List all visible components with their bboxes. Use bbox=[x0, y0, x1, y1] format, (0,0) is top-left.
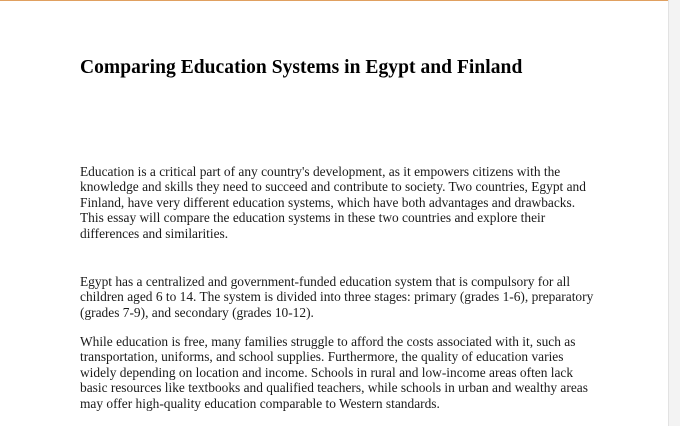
document-title: Comparing Education Systems in Egypt and Finland bbox=[80, 57, 523, 78]
text-line: While education is free, many families struggle to afford the costs associated with it, such as bbox=[80, 334, 576, 349]
paragraph-introduction bbox=[80, 164, 600, 241]
text-line: basic resources like textbooks and qualified teachers, while schools in urban and wealthy areas bbox=[80, 380, 588, 396]
paragraph-egypt-system bbox=[80, 274, 600, 320]
paragraph-egypt-costs bbox=[80, 334, 600, 411]
text-line: widely depending on location and income. Schools in rural and low-income areas often lack bbox=[80, 364, 574, 380]
text-line: Egypt has a centralized and government-funded education system that is compulsory for all bbox=[80, 274, 571, 289]
text-line: This essay will compare the education systems in these two countries and explore their bbox=[80, 210, 546, 226]
text-line: knowledge and skills they need to succeed and contribute to society. Two countries, Egypt and bbox=[80, 179, 586, 195]
text-line: transportation, uniforms, and school supplies. Furthermore, the quality of education varies bbox=[80, 349, 564, 365]
text-line: children aged 6 to 14. The system is divided into three stages: primary (grades 1-6), preparatory bbox=[80, 289, 594, 305]
vertical-scrollbar[interactable] bbox=[668, 0, 680, 426]
text-line: may offer high-quality education comparable to Western standards. bbox=[80, 395, 440, 411]
text-line: (grades 7-9), and secondary (grades 10-12). bbox=[80, 304, 314, 320]
text-line: Finland, have very different education systems, which have both advantages and drawbacks. bbox=[80, 194, 576, 210]
text-line: differences and similarities. bbox=[80, 225, 229, 241]
text-line: Education is a critical part of any country's development, as it empowers citizens with the bbox=[80, 164, 561, 179]
